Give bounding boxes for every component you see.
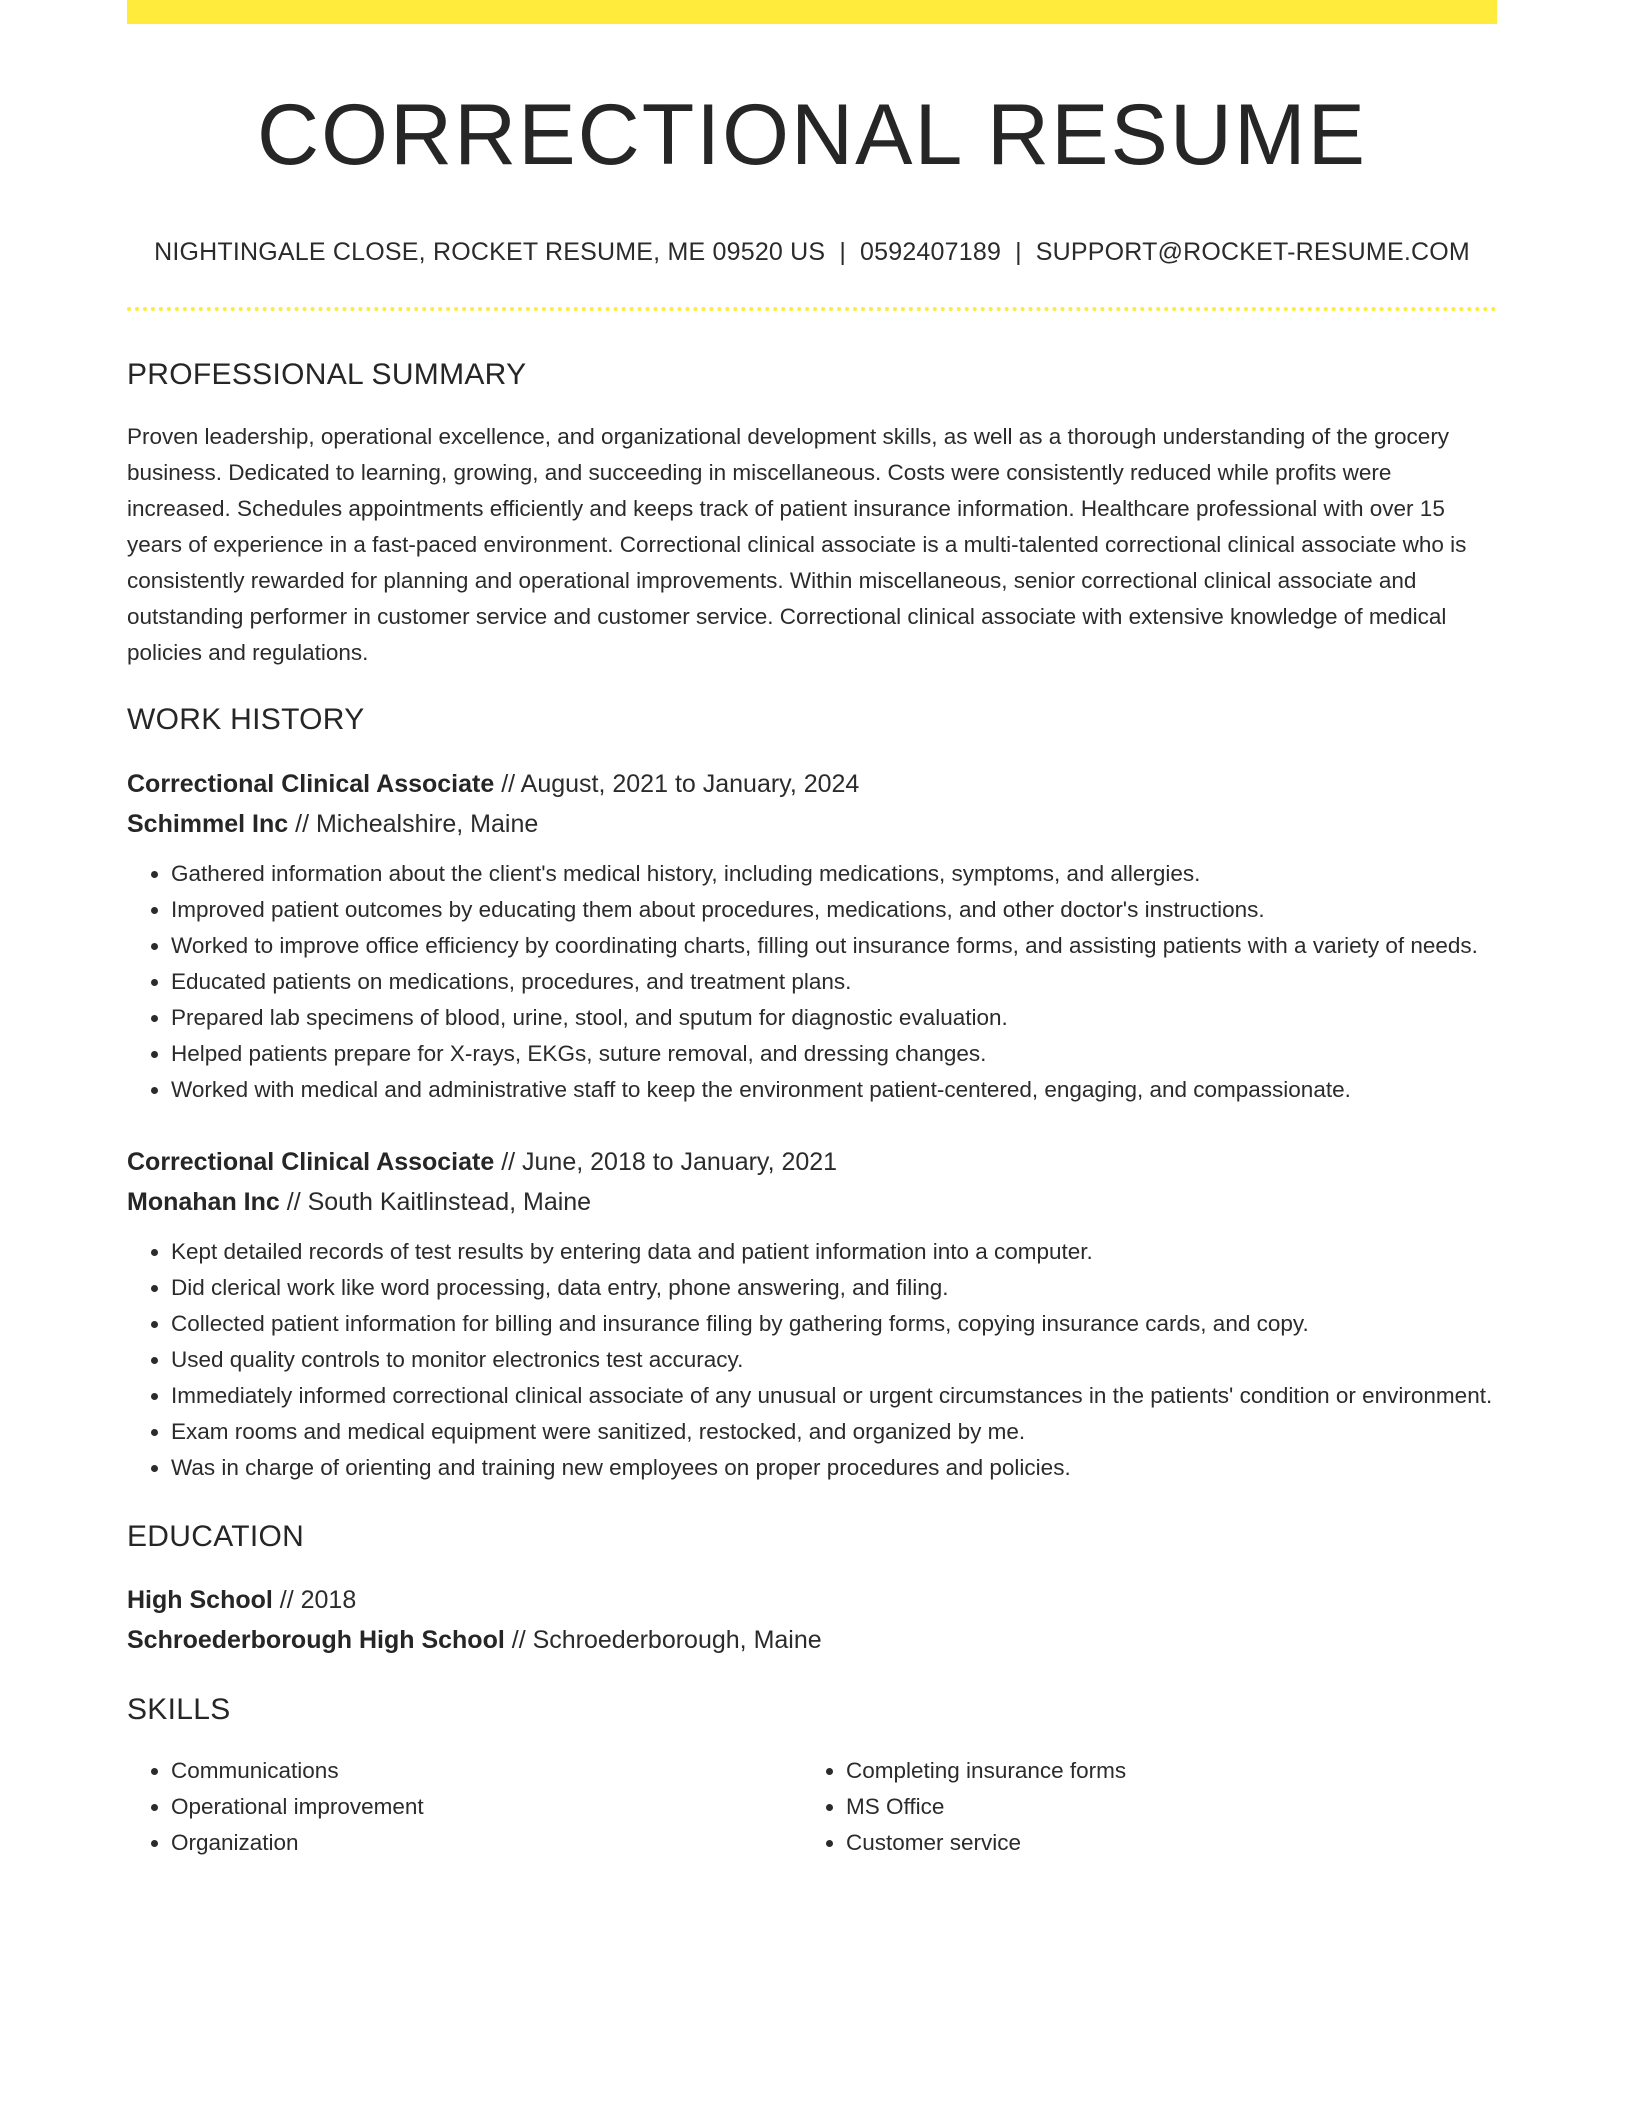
skill-item: • Organization xyxy=(171,1825,802,1861)
list-item: • Worked to improve office efficiency by coordinating charts, filling out insurance forms, and assisting patients with a variety of needs. xyxy=(171,928,1497,964)
list-item: • Improved patient outcomes by educating them about procedures, medications, and other doctor's instructions. xyxy=(171,892,1497,928)
contact-phone: 0592407189 xyxy=(860,238,1002,267)
skills-grid xyxy=(127,1753,1497,1861)
job-entry xyxy=(127,764,1497,1108)
summary-text: Proven leadership, operational excellence, and organizational development skills, as well as a thorough understanding of the grocery business. Dedicated to learning, growing, and succeeding in miscellaneous. Costs were consistently reduced while profits were increased. Schedules appointments efficiently and keeps track of patient insurance information. Healthcare professional with over 15 years of experience in a fast-paced environment. Correctional clinical associate is a multi-talented correctional clinical associate who is consistently rewarded for planning and operational improvements. Within miscellaneous, senior correctional clinical associate and outstanding performer in customer service and customer service. Correctional clinical associate with extensive knowledge of medical policies and regulations. xyxy=(127,424,1467,666)
job-bullets xyxy=(127,856,1497,1108)
education-degree-line xyxy=(127,1580,1497,1620)
job-location: // Michealshire, Maine xyxy=(288,810,539,839)
skill-item: • Communications xyxy=(171,1753,802,1789)
job-title-line xyxy=(127,764,1497,804)
skill-item: • Customer service xyxy=(846,1825,1477,1861)
job-company-line xyxy=(127,1182,1497,1222)
education-location: // Schroederborough, Maine xyxy=(504,1626,822,1655)
list-item: • Helped patients prepare for X-rays, EKGs, suture removal, and dressing changes. xyxy=(171,1036,1497,1072)
job-company-line xyxy=(127,804,1497,844)
list-item: • Worked with medical and administrative staff to keep the environment patient-centered, engaging, and compassionate. xyxy=(171,1072,1497,1108)
list-item: • Was in charge of orienting and training new employees on proper procedures and policies. xyxy=(171,1450,1497,1486)
skills-heading: SKILLS xyxy=(127,1693,231,1727)
contact-address: NIGHTINGALE CLOSE, ROCKET RESUME, ME 09520 US xyxy=(154,238,826,267)
resume-title: CORRECTIONAL RESUME xyxy=(257,87,1367,183)
skills-column-right xyxy=(802,1753,1477,1861)
job-company: Monahan Inc xyxy=(127,1188,280,1217)
job-bullets xyxy=(127,1234,1497,1486)
list-item: • Prepared lab specimens of blood, urine, stool, and sputum for diagnostic evaluation. xyxy=(171,1000,1497,1036)
education-heading: EDUCATION xyxy=(127,1520,305,1554)
contact-line xyxy=(127,238,1497,267)
skill-item: • Operational improvement xyxy=(171,1789,802,1825)
list-item: • Did clerical work like word processing, data entry, phone answering, and filing. xyxy=(171,1270,1497,1306)
job-dates: // August, 2021 to January, 2024 xyxy=(494,770,860,799)
education-school: Schroederborough High School xyxy=(127,1626,505,1655)
top-accent-bar xyxy=(127,0,1497,24)
list-item: • Immediately informed correctional clinical associate of any unusual or urgent circumstances in the patients' condition or environment. xyxy=(171,1378,1497,1414)
list-item: • Exam rooms and medical equipment were sanitized, restocked, and organized by me. xyxy=(171,1414,1497,1450)
skills-column-left xyxy=(127,1753,802,1861)
job-entry xyxy=(127,1142,1497,1486)
education-entry xyxy=(127,1580,1497,1660)
education-degree: High School xyxy=(127,1586,273,1615)
header-divider xyxy=(127,307,1497,311)
contact-separator: | xyxy=(839,238,847,267)
job-role: Correctional Clinical Associate xyxy=(127,770,495,799)
list-item: • Collected patient information for billing and insurance filing by gathering forms, copying insurance cards, and copy. xyxy=(171,1306,1497,1342)
list-item: • Gathered information about the client's medical history, including medications, symptoms, and allergies. xyxy=(171,856,1497,892)
job-role: Correctional Clinical Associate xyxy=(127,1148,495,1177)
resume-page xyxy=(127,0,1497,1861)
list-item: • Used quality controls to monitor electronics test accuracy. xyxy=(171,1342,1497,1378)
contact-separator: | xyxy=(1015,238,1022,267)
job-title-line xyxy=(127,1142,1497,1182)
skill-item: • MS Office xyxy=(846,1789,1477,1825)
job-company: Schimmel Inc xyxy=(127,810,289,839)
job-dates: // June, 2018 to January, 2021 xyxy=(494,1148,838,1177)
contact-email: SUPPORT@ROCKET-RESUME.COM xyxy=(1035,238,1470,267)
job-location: // South Kaitlinstead, Maine xyxy=(279,1188,592,1217)
education-school-line xyxy=(127,1620,1497,1660)
work-history-heading: WORK HISTORY xyxy=(127,703,365,737)
list-item: • Kept detailed records of test results by entering data and patient information into a computer. xyxy=(171,1234,1497,1270)
education-year: // 2018 xyxy=(272,1586,357,1615)
skill-item: • Completing insurance forms xyxy=(846,1753,1477,1789)
summary-heading: PROFESSIONAL SUMMARY xyxy=(127,358,527,392)
list-item: • Educated patients on medications, procedures, and treatment plans. xyxy=(171,964,1497,1000)
